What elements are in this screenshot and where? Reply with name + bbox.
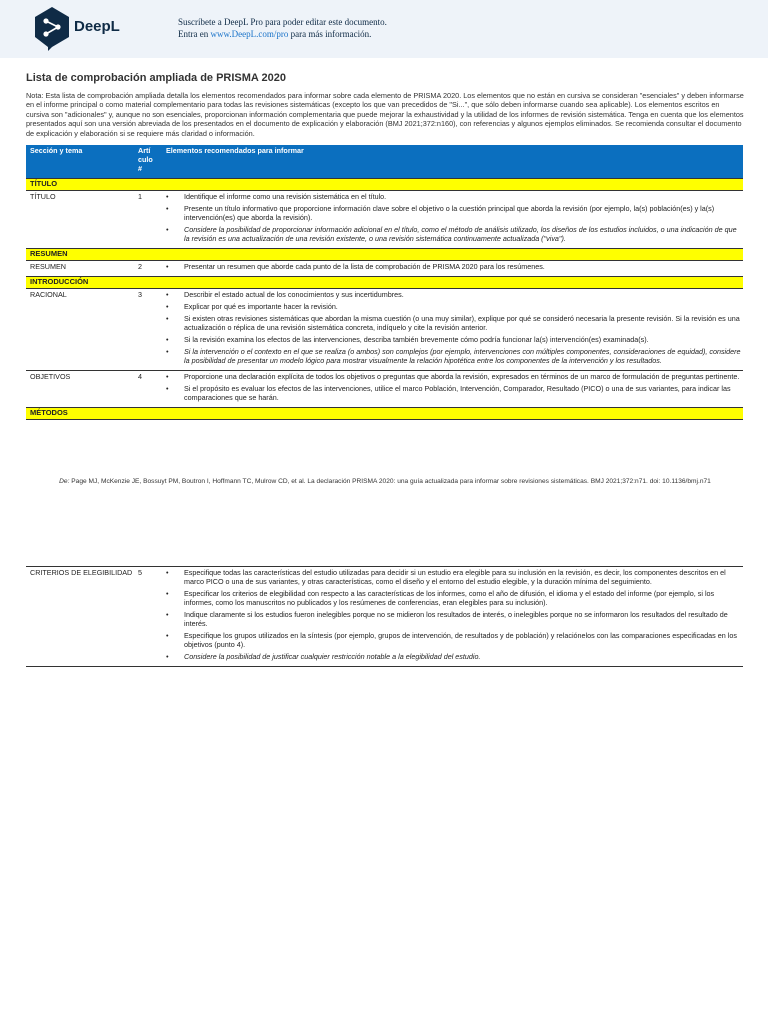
item-text: Especificar los criterios de elegibilidad con respecto a las características de los informes, como el año de difusión, el idioma y el estado del informe (por ejemplo, si los informes, como los manuscritos no publicados y los resúmenes de conferencias, eran elegibles para su inclusión). [184,589,715,607]
bullet: • [166,225,169,234]
row-items [164,191,743,249]
banner-line-1: Suscríbete a DeepL Pro para poder editar este documento. [178,17,387,27]
list-item [166,314,741,332]
item-text: Especifique todas las características del estudio utilizadas para decidir si un estudio era elegible para su inclusión en la revisión, es decir, los componentes descritos en el marco PICO o una de sus variantes, y otras características, como el diseño y el entorno del estudio elegible, y la duración mínima del seguimiento. [184,568,726,586]
row-topic: RESUMEN [26,261,136,277]
section-row-resumen [26,249,743,261]
list-item [166,384,741,402]
list-item [166,652,741,661]
section-label: MÉTODOS [26,408,743,420]
deepl-pro-link[interactable]: www.DeepL.com/pro [210,29,289,39]
bullet: • [166,335,169,344]
item-text: Si el propósito es evaluar los efectos de las intervenciones, utilice el marco Población, Intervención, Comparador, Resultado (PICO) o una de sus variantes, para indicar las comparaciones que se harán. [184,384,731,402]
item-text: Considere la posibilidad de proporcionar información adicional en el título, como el método de análisis utilizado, los diseños de los estudios incluidos, o una indicación de que la revisión es una actualización de una revisión existente, o una revisión sistemática continuamente actualizada ("viva"). [184,225,737,243]
bullet: • [166,262,169,271]
bullet: • [166,314,169,323]
section-label: TÍTULO [26,179,743,191]
section-row-introduccion [26,277,743,289]
header-article [136,145,164,179]
banner-message [178,16,387,40]
citation-footer [30,477,740,486]
table-row [26,261,743,277]
table-row [26,191,743,249]
row-topic: OBJETIVOS [26,371,136,408]
row-items [164,567,743,667]
list-item [166,204,741,222]
item-text: Si existen otras revisiones sistemáticas que abordan la misma cuestión (o una muy similar), explique por qué se consideró necesaria la presente revisión. Si la revisión es una actualización o réplica de una revisión sistemática concreta, indíquelo y cite la revisión anterior. [184,314,740,332]
brand-name: DeepL [74,18,120,35]
banner-line-2-pre: Entra en [178,29,211,39]
checklist-table [26,145,743,420]
item-text: Indique claramente si los estudios fueron inelegibles porque no se midieron los resultados de interés, o inelegibles porque no se informaron los resultados del resultado de interés. [184,610,728,628]
row-items [164,289,743,371]
citation-text: Page MJ, McKenzie JE, Bossuyt PM, Boutron I, Hoffmann TC, Mulrow CD, et al. La declaración PRISMA 2020: una guía actualizada para informar sobre revisiones sistemáticas. BMJ 2021;372:n71. doi: 10.1136/bmj.n71 [69,478,711,485]
table-header-row [26,145,743,179]
bullet: • [166,192,169,201]
bullet: • [166,302,169,311]
header-section: Sección y tema [26,145,136,179]
row-number: 1 [136,191,164,249]
deepl-logo-icon [34,7,70,51]
item-text: Identifique el informe como una revisión sistemática en el título. [184,192,387,201]
item-text: Presente un título informativo que proporcione información clave sobre el objetivo o la cuestión principal que aborda la revisión (por ejemplo, la(s) población(es) y la(s) intervención(es) que aborda la revisión). [184,204,715,222]
section-label: INTRODUCCIÓN [26,277,743,289]
bullet: • [166,347,169,356]
row-items [164,371,743,408]
header-elements: Elementos recomendados para informar [164,145,743,179]
list-item [166,262,741,271]
table-row [26,371,743,408]
deepl-banner [0,0,768,58]
item-text: Describir el estado actual de los conocimientos y sus incertidumbres. [184,290,404,299]
list-item [166,631,741,649]
banner-line-2-post: para más información. [288,29,372,39]
item-text: Proporcione una declaración explícita de todos los objetivos o preguntas que aborda la revisión, expresados en términos de un marco de formulación de preguntas pertinente. [184,372,740,381]
list-item [166,347,741,365]
bullet: • [166,610,169,619]
row-number: 5 [136,567,164,667]
banner-line-2 [178,28,387,40]
citation-prefix: De: [59,478,70,485]
item-text: Presentar un resumen que aborde cada punto de la lista de comprobación de PRISMA 2020 para los resúmenes. [184,262,545,271]
bullet: • [166,631,169,640]
row-topic: CRITERIOS DE ELEGIBILIDAD [26,567,136,667]
list-item [166,610,741,628]
row-number: 4 [136,371,164,408]
bullet: • [166,290,169,299]
section-label: RESUMEN [26,249,743,261]
row-topic: TÍTULO [26,191,136,249]
section-row-titulo [26,179,743,191]
table-row [26,567,743,667]
document-note: Nota: Esta lista de comprobación ampliada detalla los elementos recomendados para informar sobre cada elemento de PRISMA 2020. Los elementos que no están en cursiva se consideran "esenciales" y deben informarse en el informe principal o como material complementario para todas las revisiones sistemáticas (excepto los que van precedidos de "Si...", que sólo deben informarse cuando sea aplicable). Los elementos escritos en cursiva son "adicionales" y, aunque no son esenciales, proporcionan información complementaria que puede mejorar la exhaustividad y la utilidad de los informes de revisión sistemática. Tenga en cuenta que los elementos presentados aquí son una versión abreviada de los presentados en el documento de explicación y elaboración (BMJ 2021;372:n160), con referencias y algunos ejemplos eliminados. Se recomienda consultar el documento de explicación y elaboración si se requiere más claridad o información. [26,91,744,138]
list-item [166,225,741,243]
list-item [166,568,741,586]
item-text: Especifique los grupos utilizados en la síntesis (por ejemplo, grupos de intervención, de resultados y de población) y relaciónelos con las comparaciones especificadas en los objetivos (punto 4). [184,631,737,649]
list-item [166,335,741,344]
document-title: Lista de comprobación ampliada de PRISMA 2020 [26,72,286,84]
list-item [166,589,741,607]
list-item [166,192,741,201]
row-topic: RACIONAL [26,289,136,371]
row-number: 2 [136,261,164,277]
bullet: • [166,204,169,213]
header-article-text: Artí culo # [138,146,153,173]
item-text: Si la revisión examina los efectos de las intervenciones, describa también brevemente cómo podría funcionar la(s) intervención(es) examinada(s). [184,335,649,344]
item-text: Si la intervención o el contexto en el que se realiza (o ambos) son complejos (por ejemplo, intervenciones con múltiples componentes, consideraciones de equidad), considere la posibilidad de presentar un modelo lógico para mostrar visualmente la relación hipotética entre los componentes de la intervención y los resultados. [184,347,741,365]
bullet: • [166,568,169,577]
bullet: • [166,372,169,381]
bullet: • [166,384,169,393]
list-item [166,302,741,311]
bullet: • [166,589,169,598]
item-text: Explicar por qué es importante hacer la revisión. [184,302,338,311]
item-text: Considere la posibilidad de justificar cualquier restricción notable a la elegibilidad del estudio. [184,652,481,661]
row-number: 3 [136,289,164,371]
bullet: • [166,652,169,661]
checklist-table-continued [26,567,743,667]
section-row-metodos [26,408,743,420]
row-items [164,261,743,277]
list-item [166,372,741,381]
list-item [166,290,741,299]
table-row [26,289,743,371]
